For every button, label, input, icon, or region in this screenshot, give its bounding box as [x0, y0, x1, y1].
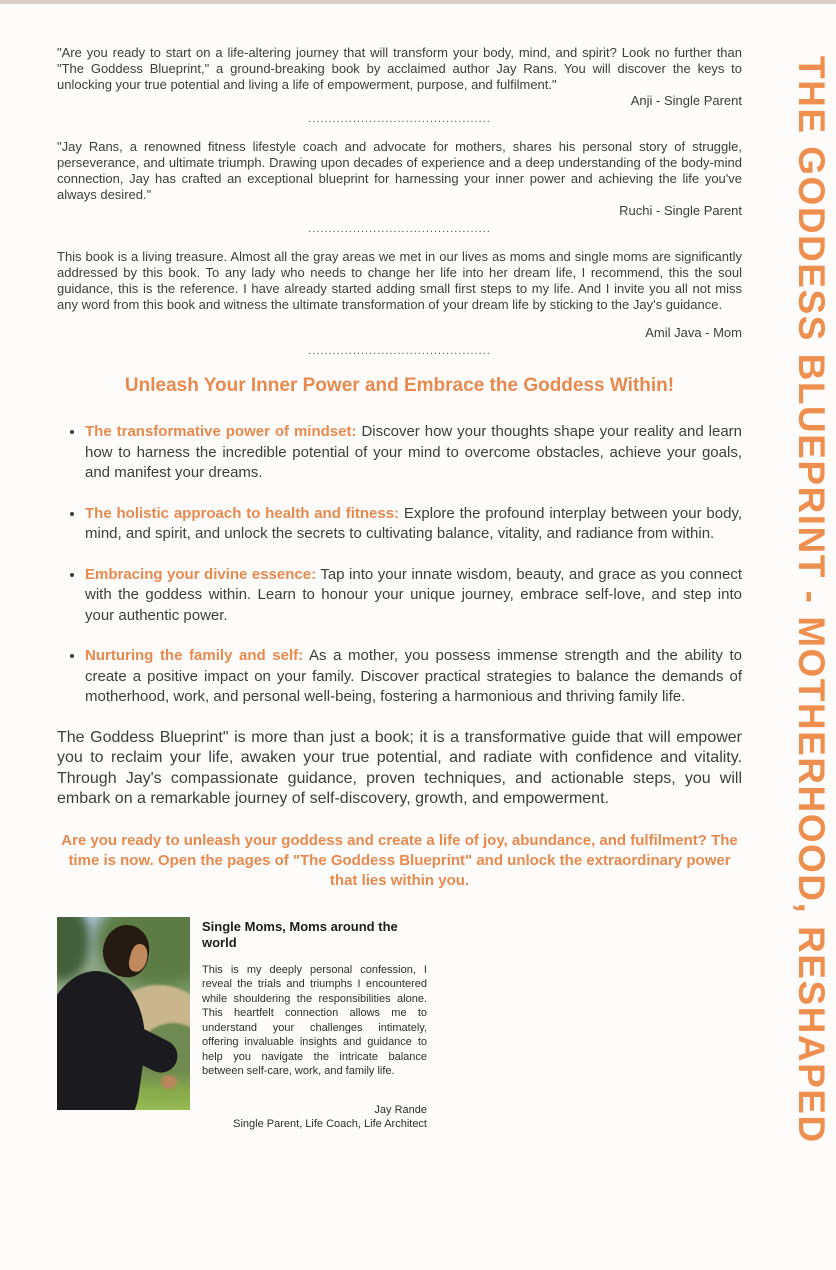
- bullet-lead: The holistic approach to health and fitness:: [85, 504, 400, 522]
- main-content: [57, 45, 742, 1131]
- benefits-list: [57, 422, 742, 708]
- author-text-block: [202, 917, 427, 1131]
- section-heading: Unleash Your Inner Power and Embrace the Goddess Within!: [124, 375, 675, 396]
- dotted-separator: .............................................: [308, 113, 491, 125]
- call-to-action: Are you ready to unleash your goddess and create a life of joy, abundance, and fulfilment? The time is now. Open the pages of "The Goddess Blueprint" and unlock the extraordinary power that lies within you.: [61, 831, 738, 889]
- bullet-item-mindset: [85, 422, 742, 484]
- bullet-text: Explore the profound interplay between your body, mind, and spirit, and unlock the secrets to cultivating balance, vitality, and radiance from within.: [85, 504, 742, 542]
- testimonial-quote: "Jay Rans, a renowned fitness lifestyle coach and advocate for mothers, shares his personal story of struggle, perseverance, and ultimate triumph. Drawing upon decades of experience and a deep understanding of the body-mind connection, Jay has crafted an exceptional blueprint for harnessing your inner power and achieving the life you've always desired.": [57, 139, 742, 202]
- testimonial-3: [57, 249, 742, 358]
- bullet-item-health-fitness: [85, 504, 742, 545]
- photo-bush: [57, 917, 90, 981]
- testimonial-attribution: Amil Java - Mom: [645, 325, 742, 340]
- bullet-item-divine-essence: [85, 565, 742, 627]
- top-edge-strip: [0, 0, 836, 4]
- author-name: Jay Rande: [374, 1103, 427, 1116]
- vertical-book-title: THE GODDESS BLUEPRINT - MOTHERHOOD, RESHAPED: [791, 56, 832, 1144]
- author-bio: This is my deeply personal confession, I reveal the trials and triumphs I encountered while shouldering the responsibilities alone. This heartfelt connection allows me to understand your challenges intimately, offering invaluable insights and guidance to help you navigate the intricate balance between self-care, work, and family life.: [202, 963, 427, 1077]
- testimonial-2: [57, 139, 742, 236]
- testimonial-attribution: Ruchi - Single Parent: [619, 203, 742, 218]
- dotted-separator: .............................................: [308, 223, 491, 235]
- author-title: Single Parent, Life Coach, Life Architect: [233, 1117, 427, 1130]
- bullet-lead: The transformative power of mindset:: [85, 423, 357, 440]
- testimonial-quote: "Are you ready to start on a life-altering journey that will transform your body, mind, and spirit? Look no further than "The Goddess Blueprint," a ground-breaking book by acclaimed author Jay Rans. You will discover the keys to unlocking your true potential and living a life of empowerment, purpose, and fulfilment.": [57, 45, 742, 92]
- testimonial-quote: This book is a living treasure. Almost all the gray areas we met in our lives as moms and single moms are significantly addressed by this book. To any lady who needs to change her life into her dream life, I recommend, this the soul guidance, this is the reference. I have already started adding small first steps to my life. And I invite you all not miss any word from this book and witness the ultimate transformation of your dream life by sticking to the Jay's guidance.: [57, 249, 742, 312]
- dotted-separator: .............................................: [308, 345, 491, 357]
- author-heading: Single Moms, Moms around the world: [202, 918, 398, 950]
- bullet-lead: Embracing your divine essence:: [85, 565, 317, 583]
- bullet-text: Discover how your thoughts shape your reality and learn how to harness the incredible potential of your mind to overcome obstacles, achieve your goals, and manifest your dreams.: [85, 423, 743, 481]
- bullet-lead: Nurturing the family and self:: [85, 647, 304, 664]
- photo-person-hand: [161, 1075, 177, 1089]
- bullet-item-family-self: [85, 646, 742, 708]
- closing-paragraph: The Goddess Blueprint" is more than just a book; it is a transformative guide that will empower you to reclaim your life, awaken your true potential, and radiate with confidence and vitality. Through Jay's compassionate guidance, proven techniques, and actionable steps, you will embark on a remarkable journey of self-discovery, growth, and empowerment.: [57, 728, 742, 807]
- author-photo: [57, 917, 190, 1110]
- testimonial-1: [57, 45, 742, 126]
- bullet-text: As a mother, you possess immense strength and the ability to create a positive impact on your family. Discover practical strategies to balance the demands of motherhood, work, and personal well-being, fostering a harmonious and thriving family life.: [85, 647, 742, 705]
- testimonial-attribution: Anji - Single Parent: [630, 93, 742, 108]
- bullet-text: Tap into your innate wisdom, beauty, and grace as you connect with the goddess within. Learn to honour your unique journey, embrace self-love, and step into your authentic power.: [85, 565, 742, 624]
- author-section: [57, 917, 742, 1131]
